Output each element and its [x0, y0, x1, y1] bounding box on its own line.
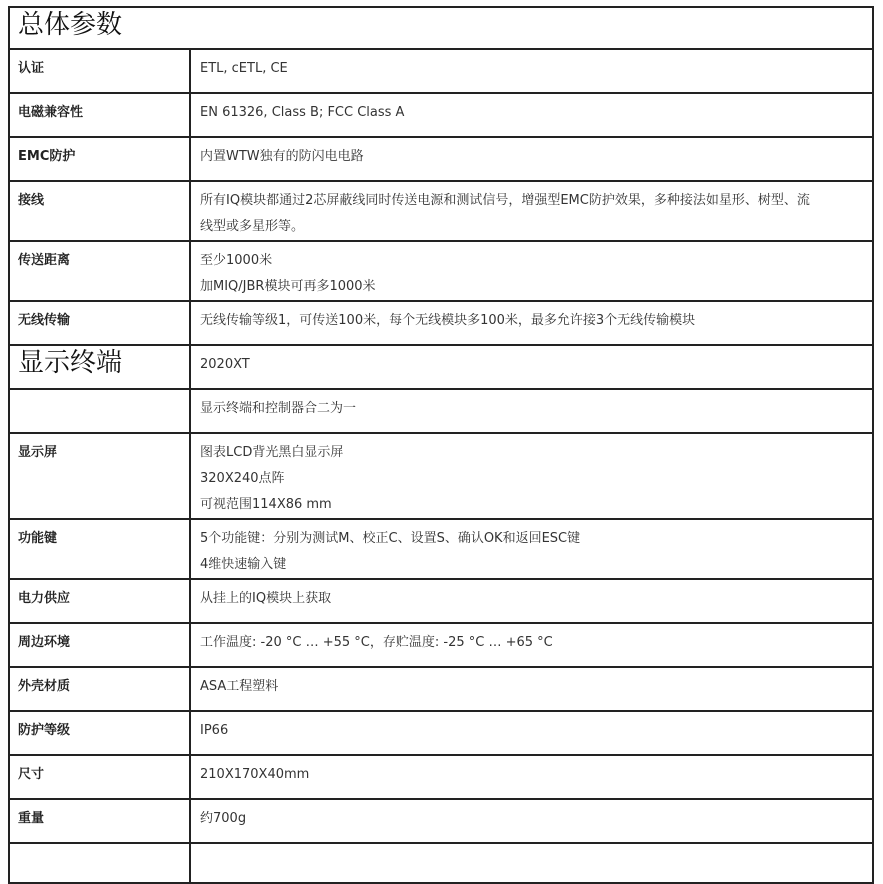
value-line: 加MIQ/JBR模块可再多1000米 — [200, 279, 376, 294]
table-row — [9, 623, 873, 667]
value-line: 从挂上的IQ模块上获取 — [200, 591, 332, 606]
row-label: 认证 — [18, 61, 45, 76]
table-row — [9, 667, 873, 711]
table-row — [9, 755, 873, 799]
row-label: 传送距离 — [18, 253, 71, 268]
row-value — [191, 94, 872, 126]
row-value — [191, 712, 872, 744]
row-value — [191, 800, 872, 832]
row-label: 电力供应 — [18, 591, 71, 606]
row-label: 防护等级 — [18, 723, 71, 738]
value-line: ETL, cETL, CE — [200, 61, 288, 76]
value-line: 5个功能键：分别为测试M、校正C、设置S、确认OK和返回ESC键 — [200, 531, 581, 546]
row-label: 电磁兼容性 — [18, 105, 84, 120]
table-row — [9, 711, 873, 755]
value-line: 2020XT — [200, 357, 250, 372]
value-line: 图表LCD背光黑白显示屏 — [200, 445, 344, 460]
table-row — [9, 137, 873, 181]
row-value — [191, 668, 872, 700]
row-label: 无线传输 — [18, 313, 71, 328]
table-row — [9, 93, 873, 137]
row-label — [10, 384, 189, 396]
table-row — [9, 49, 873, 93]
row-value — [191, 520, 872, 578]
row-value — [191, 624, 872, 656]
table-row — [9, 389, 873, 433]
value-line: 320X240点阵 — [200, 471, 285, 486]
value-line: 工作温度: -20 °C … +55 °C，存贮温度: -25 °C … +65 °C — [200, 635, 553, 650]
value-line: IP66 — [200, 723, 229, 738]
row-label: 周边环境 — [18, 635, 71, 650]
row-value — [191, 434, 872, 518]
row-value — [191, 346, 872, 378]
row-value — [191, 302, 872, 334]
row-label: 外壳材质 — [18, 679, 71, 694]
value-line: 线型或多星形等。 — [200, 219, 305, 234]
value-line: 至少1000米 — [200, 253, 273, 268]
row-value — [191, 182, 872, 240]
value-line: 无线传输等级1，可传送100米，每个无线模块多100米，最多允许接3个无线传输模块 — [200, 313, 696, 328]
value-line: EN 61326, Class B; FCC Class A — [200, 105, 405, 120]
row-label: 重量 — [18, 811, 45, 826]
row-value — [191, 138, 872, 170]
row-label: EMC防护 — [18, 149, 76, 164]
row-value — [191, 50, 872, 82]
row-value — [191, 242, 872, 300]
row-value — [191, 580, 872, 612]
value-line: ASA工程塑料 — [200, 679, 279, 694]
table-row — [9, 799, 873, 843]
value-line: 显示终端和控制器合二为一 — [200, 401, 357, 416]
table-row — [9, 301, 873, 345]
spec-table — [8, 6, 874, 884]
value-line: 4维快速输入键 — [200, 557, 287, 572]
value-line: 210X170X40mm — [200, 767, 310, 782]
table-row — [9, 843, 873, 883]
value-line: 可视范围114X86 mm — [200, 497, 332, 512]
row-label: 接线 — [18, 193, 45, 208]
row-label: 尺寸 — [18, 767, 45, 782]
value-line: 约700g — [200, 811, 247, 826]
section-title-general: 总体参数 — [18, 10, 123, 40]
table-row — [9, 519, 873, 579]
table-row — [9, 241, 873, 301]
section-title-display: 显示终端 — [18, 348, 123, 378]
table-row — [9, 579, 873, 623]
section-header-general — [9, 7, 873, 49]
row-value — [191, 756, 872, 788]
value-line: 所有IQ模块都通过2芯屏蔽线同时传送电源和测试信号，增强型EMC防护效果，多种接法如星形、树型、流 — [200, 193, 810, 208]
row-label: 功能键 — [18, 531, 58, 546]
row-label: 显示屏 — [18, 445, 58, 460]
table-row — [9, 181, 873, 241]
row-value — [191, 390, 872, 422]
table-row — [9, 433, 873, 519]
value-line: 内置WTW独有的防闪电电路 — [200, 149, 364, 164]
table-row — [9, 345, 873, 389]
